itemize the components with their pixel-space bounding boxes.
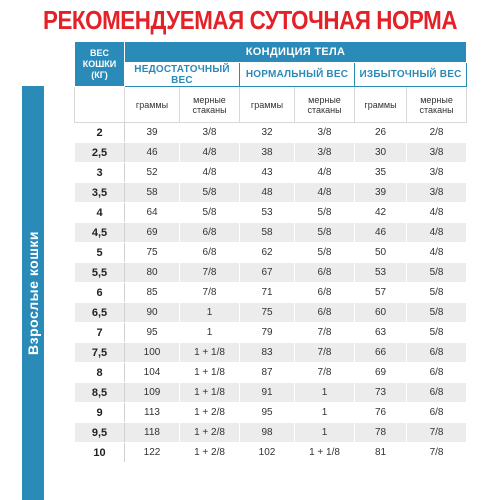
overweight-cups-cell: 5/8 [407,283,467,303]
normal-grams-cell: 62 [240,243,295,263]
normal-grams-cell: 67 [240,263,295,283]
weight-cell: 6,5 [75,303,125,323]
underweight-grams-cell: 69 [125,223,180,243]
underweight-cups-cell: 1 + 1/8 [180,363,240,383]
table-row [75,423,467,443]
table-row [75,323,467,343]
weight-cell: 2 [75,123,125,143]
weight-cell: 9 [75,403,125,423]
table-row [75,203,467,223]
underweight-grams-cell: 52 [125,163,180,183]
overweight-grams-cell: 69 [355,363,407,383]
subheader-cups: мерные стаканы [295,87,355,123]
underweight-cups-cell: 1 + 2/8 [180,403,240,423]
overweight-grams-cell: 50 [355,243,407,263]
table-row [75,343,467,363]
table-row [75,443,467,463]
underweight-grams-cell: 64 [125,203,180,223]
normal-grams-cell: 75 [240,303,295,323]
overweight-grams-cell: 78 [355,423,407,443]
weight-cell: 4,5 [75,223,125,243]
underweight-grams-cell: 46 [125,143,180,163]
weight-cell: 5,5 [75,263,125,283]
group-header-overweight: ИЗБЫТОЧНЫЙ ВЕС [355,63,467,87]
underweight-cups-cell: 1 + 1/8 [180,383,240,403]
overweight-grams-cell: 66 [355,343,407,363]
underweight-cups-cell: 4/8 [180,143,240,163]
overweight-grams-cell: 63 [355,323,407,343]
underweight-grams-cell: 75 [125,243,180,263]
underweight-cups-cell: 7/8 [180,263,240,283]
normal-grams-cell: 43 [240,163,295,183]
empty-subheader [75,87,125,123]
underweight-grams-cell: 109 [125,383,180,403]
overweight-cups-cell: 3/8 [407,183,467,203]
overweight-grams-cell: 57 [355,283,407,303]
normal-grams-cell: 79 [240,323,295,343]
overweight-grams-cell: 76 [355,403,407,423]
underweight-grams-cell: 104 [125,363,180,383]
table-row [75,283,467,303]
normal-grams-cell: 32 [240,123,295,143]
overweight-grams-cell: 73 [355,383,407,403]
subheader-grams: граммы [240,87,295,123]
normal-cups-cell: 7/8 [295,323,355,343]
normal-grams-cell: 98 [240,423,295,443]
weight-cell: 8 [75,363,125,383]
weight-cell: 3 [75,163,125,183]
normal-cups-cell: 4/8 [295,183,355,203]
weight-cell: 9,5 [75,423,125,443]
overweight-cups-cell: 7/8 [407,423,467,443]
underweight-grams-cell: 95 [125,323,180,343]
table-row [75,143,467,163]
normal-cups-cell: 3/8 [295,143,355,163]
weight-cell: 10 [75,443,125,463]
normal-cups-cell: 6/8 [295,283,355,303]
normal-grams-cell: 102 [240,443,295,463]
page-title: РЕКОМЕНДУЕМАЯ СУТОЧНАЯ НОРМА [42,5,458,35]
side-label: Взрослые кошки [25,231,41,355]
normal-grams-cell: 71 [240,283,295,303]
overweight-cups-cell: 2/8 [407,123,467,143]
underweight-grams-cell: 85 [125,283,180,303]
normal-cups-cell: 5/8 [295,203,355,223]
overweight-cups-cell: 6/8 [407,343,467,363]
underweight-cups-cell: 1 + 1/8 [180,343,240,363]
overweight-cups-cell: 6/8 [407,383,467,403]
table-row [75,123,467,143]
overweight-grams-cell: 42 [355,203,407,223]
overweight-cups-cell: 3/8 [407,143,467,163]
overweight-grams-cell: 30 [355,143,407,163]
underweight-grams-cell: 58 [125,183,180,203]
overweight-grams-cell: 81 [355,443,407,463]
overweight-grams-cell: 53 [355,263,407,283]
table-row [75,223,467,243]
table-row [75,383,467,403]
weight-cell: 5 [75,243,125,263]
normal-cups-cell: 5/8 [295,243,355,263]
subheader-grams: граммы [125,87,180,123]
overweight-grams-cell: 46 [355,223,407,243]
overweight-cups-cell: 3/8 [407,163,467,183]
weight-cell: 3,5 [75,183,125,203]
underweight-grams-cell: 39 [125,123,180,143]
normal-grams-cell: 48 [240,183,295,203]
overweight-cups-cell: 6/8 [407,403,467,423]
normal-cups-cell: 3/8 [295,123,355,143]
underweight-grams-cell: 100 [125,343,180,363]
underweight-cups-cell: 6/8 [180,223,240,243]
weight-cell: 7,5 [75,343,125,363]
normal-grams-cell: 53 [240,203,295,223]
normal-grams-cell: 87 [240,363,295,383]
overweight-cups-cell: 5/8 [407,323,467,343]
underweight-cups-cell: 3/8 [180,123,240,143]
underweight-cups-cell: 1 + 2/8 [180,443,240,463]
normal-cups-cell: 6/8 [295,303,355,323]
underweight-grams-cell: 118 [125,423,180,443]
overweight-cups-cell: 5/8 [407,303,467,323]
normal-cups-cell: 7/8 [295,363,355,383]
weight-cell: 2,5 [75,143,125,163]
overweight-grams-cell: 26 [355,123,407,143]
weight-column-header: ВЕС КОШКИ (КГ) [75,42,125,87]
table-row [75,163,467,183]
underweight-grams-cell: 113 [125,403,180,423]
weight-cell: 8,5 [75,383,125,403]
weight-cell: 6 [75,283,125,303]
overweight-cups-cell: 6/8 [407,363,467,383]
table-body [75,123,467,463]
overweight-grams-cell: 35 [355,163,407,183]
subheader-cups: мерные стаканы [180,87,240,123]
table-row [75,263,467,283]
underweight-cups-cell: 1 + 2/8 [180,423,240,443]
normal-grams-cell: 83 [240,343,295,363]
underweight-cups-cell: 6/8 [180,243,240,263]
subheader-cups: мерные стаканы [407,87,467,123]
overweight-cups-cell: 4/8 [407,243,467,263]
underweight-cups-cell: 1 [180,303,240,323]
underweight-grams-cell: 90 [125,303,180,323]
normal-grams-cell: 38 [240,143,295,163]
feeding-table [74,41,467,463]
weight-cell: 4 [75,203,125,223]
overweight-cups-cell: 5/8 [407,263,467,283]
table-row [75,363,467,383]
underweight-cups-cell: 5/8 [180,203,240,223]
normal-grams-cell: 58 [240,223,295,243]
overweight-cups-cell: 7/8 [407,443,467,463]
underweight-grams-cell: 122 [125,443,180,463]
table-row [75,403,467,423]
normal-grams-cell: 91 [240,383,295,403]
normal-cups-cell: 1 [295,423,355,443]
overweight-cups-cell: 4/8 [407,223,467,243]
condition-header: КОНДИЦИЯ ТЕЛА [125,42,467,63]
normal-cups-cell: 1 [295,383,355,403]
underweight-cups-cell: 4/8 [180,163,240,183]
table-row [75,243,467,263]
underweight-cups-cell: 1 [180,323,240,343]
table-row [75,303,467,323]
underweight-cups-cell: 5/8 [180,183,240,203]
group-header-normal: НОРМАЛЬНЫЙ ВЕС [240,63,355,87]
normal-cups-cell: 5/8 [295,223,355,243]
normal-cups-cell: 4/8 [295,163,355,183]
overweight-grams-cell: 60 [355,303,407,323]
overweight-cups-cell: 4/8 [407,203,467,223]
normal-cups-cell: 7/8 [295,343,355,363]
normal-cups-cell: 6/8 [295,263,355,283]
overweight-grams-cell: 39 [355,183,407,203]
underweight-grams-cell: 80 [125,263,180,283]
underweight-cups-cell: 7/8 [180,283,240,303]
weight-cell: 7 [75,323,125,343]
subheader-grams: граммы [355,87,407,123]
normal-cups-cell: 1 + 1/8 [295,443,355,463]
group-header-underweight: НЕДОСТАТОЧНЫЙ ВЕС [125,63,240,87]
normal-grams-cell: 95 [240,403,295,423]
normal-cups-cell: 1 [295,403,355,423]
table-row [75,183,467,203]
side-banner [22,86,44,500]
